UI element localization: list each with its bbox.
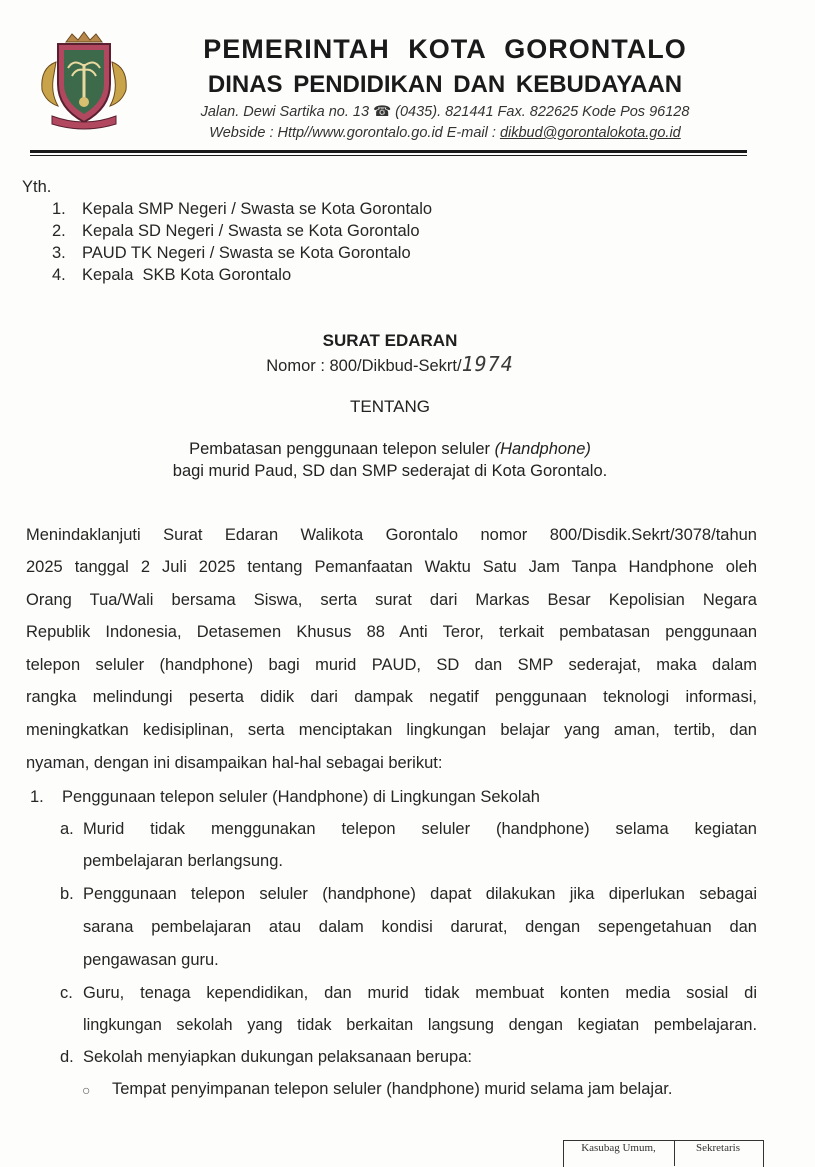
- handwritten-number: 1974: [461, 352, 514, 376]
- intro-line: meningkatkan kedisiplinan, serta menciptakan lingkungan belajar yang aman, tertib, dan: [26, 721, 757, 739]
- item-b-line: Penggunaan telepon seluler (handphone) dapat dilakukan jika diperlukan sebagai: [83, 885, 757, 903]
- item-marker: b.: [60, 885, 74, 903]
- intro-line: Menindaklanjuti Surat Edaran Walikota Gorontalo nomor 800/Disdik.Sekrt/3078/tahun: [26, 526, 757, 544]
- intro-line: nyaman, dengan ini disampaikan hal-hal sebagai berikut:: [26, 754, 443, 772]
- item-b-line: pengawasan guru.: [83, 951, 219, 969]
- recipient-item: 4. Kepala SKB Kota Gorontalo: [52, 266, 292, 284]
- letterhead-address: [135, 104, 755, 120]
- letterhead-web-email: [135, 125, 755, 141]
- section-number: 1.: [30, 788, 44, 806]
- item-marker: a.: [60, 820, 74, 838]
- recipient-item: 3. PAUD TK Negeri / Swasta se Kota Gorontalo: [52, 244, 411, 262]
- item-c-line: Guru, tenaga kependidikan, dan murid tidak membuat konten media sosial di: [83, 984, 757, 1002]
- intro-line: Orang Tua/Wali bersama Siswa, serta surat dari Markas Besar Kepolisian Negara: [26, 591, 757, 609]
- item-marker: c.: [60, 984, 73, 1002]
- address-text: Jalan. Dewi Sartika no. 13: [200, 104, 370, 120]
- item-a-line: Murid tidak menggunakan telepon seluler (handphone) selama kegiatan: [83, 820, 757, 838]
- circular-number: [0, 352, 780, 376]
- letterhead-department: DINAS PENDIDIKAN DAN KEBUDAYAAN: [207, 71, 683, 98]
- item-c-line: lingkungan sekolah yang tidak berkaitan langsung dengan kegiatan pembelajaran.: [83, 1016, 757, 1034]
- recipient-item: 2. Kepala SD Negeri / Swasta se Kota Gorontalo: [52, 222, 420, 240]
- intro-line: rangka melindungi peserta didik dari dampak negatif penggunaan teknologi informasi,: [26, 688, 757, 706]
- about-heading: TENTANG: [350, 397, 430, 416]
- salutation: Yth.: [22, 178, 52, 196]
- circular-title: SURAT EDARAN: [322, 331, 458, 350]
- number-prefix: Nomor : 800/Dikbud-Sekrt/: [266, 357, 462, 375]
- gorontalo-city-emblem: [36, 28, 132, 132]
- recipient-item: 1. Kepala SMP Negeri / Swasta se Kota Gorontalo: [52, 200, 433, 218]
- subject-line-2: bagi murid Paud, SD dan SMP sederajat di Kota Gorontalo.: [172, 462, 608, 480]
- letterhead-rule-thick: [30, 150, 747, 153]
- subject-line-1: Pembatasan penggunaan telepon seluler (Handphone): [189, 440, 591, 458]
- intro-line: telepon seluler (handphone) bagi murid PAUD, SD dan SMP sederajat, maka dalam: [26, 656, 757, 674]
- paraf-kasubag-label: Kasubag Umum,: [581, 1142, 656, 1154]
- item-marker: d.: [60, 1048, 74, 1066]
- item-b-line: sarana pembelajaran atau dalam kondisi darurat, dengan sepengetahuan dan: [83, 918, 757, 936]
- phone-icon: ☎: [373, 104, 392, 120]
- item-d-line: Sekolah menyiapkan dukungan pelaksanaan berupa:: [83, 1048, 472, 1066]
- circle-bullet-icon: ○: [82, 1082, 91, 1098]
- intro-line: 2025 tanggal 2 Juli 2025 tentang Pemanfaatan Waktu Satu Jam Tanpa Handphone oleh: [26, 558, 757, 576]
- web-text: Webside : Http//www.gorontalo.go.id E-mail :: [209, 125, 500, 141]
- intro-line: Republik Indonesia, Detasemen Khusus 88 Anti Teror, terkait pembatasan penggunaan: [26, 623, 757, 641]
- letterhead-rule-thin: [30, 155, 747, 156]
- letterhead-government: PEMERINTAH KOTA GORONTALO: [203, 34, 687, 64]
- paraf-sekretaris-label: Sekretaris: [696, 1142, 740, 1154]
- section-title: Penggunaan telepon seluler (Handphone) di Lingkungan Sekolah: [62, 788, 540, 806]
- item-d-bullet-text: Tempat penyimpanan telepon seluler (handphone) murid selama jam belajar.: [112, 1080, 673, 1098]
- item-a-line: pembelajaran berlangsung.: [83, 852, 283, 870]
- phone-fax-text: (0435). 821441 Fax. 822625 Kode Pos 96128: [395, 104, 690, 120]
- email-link[interactable]: dikbud@gorontalokota.go.id: [499, 125, 681, 141]
